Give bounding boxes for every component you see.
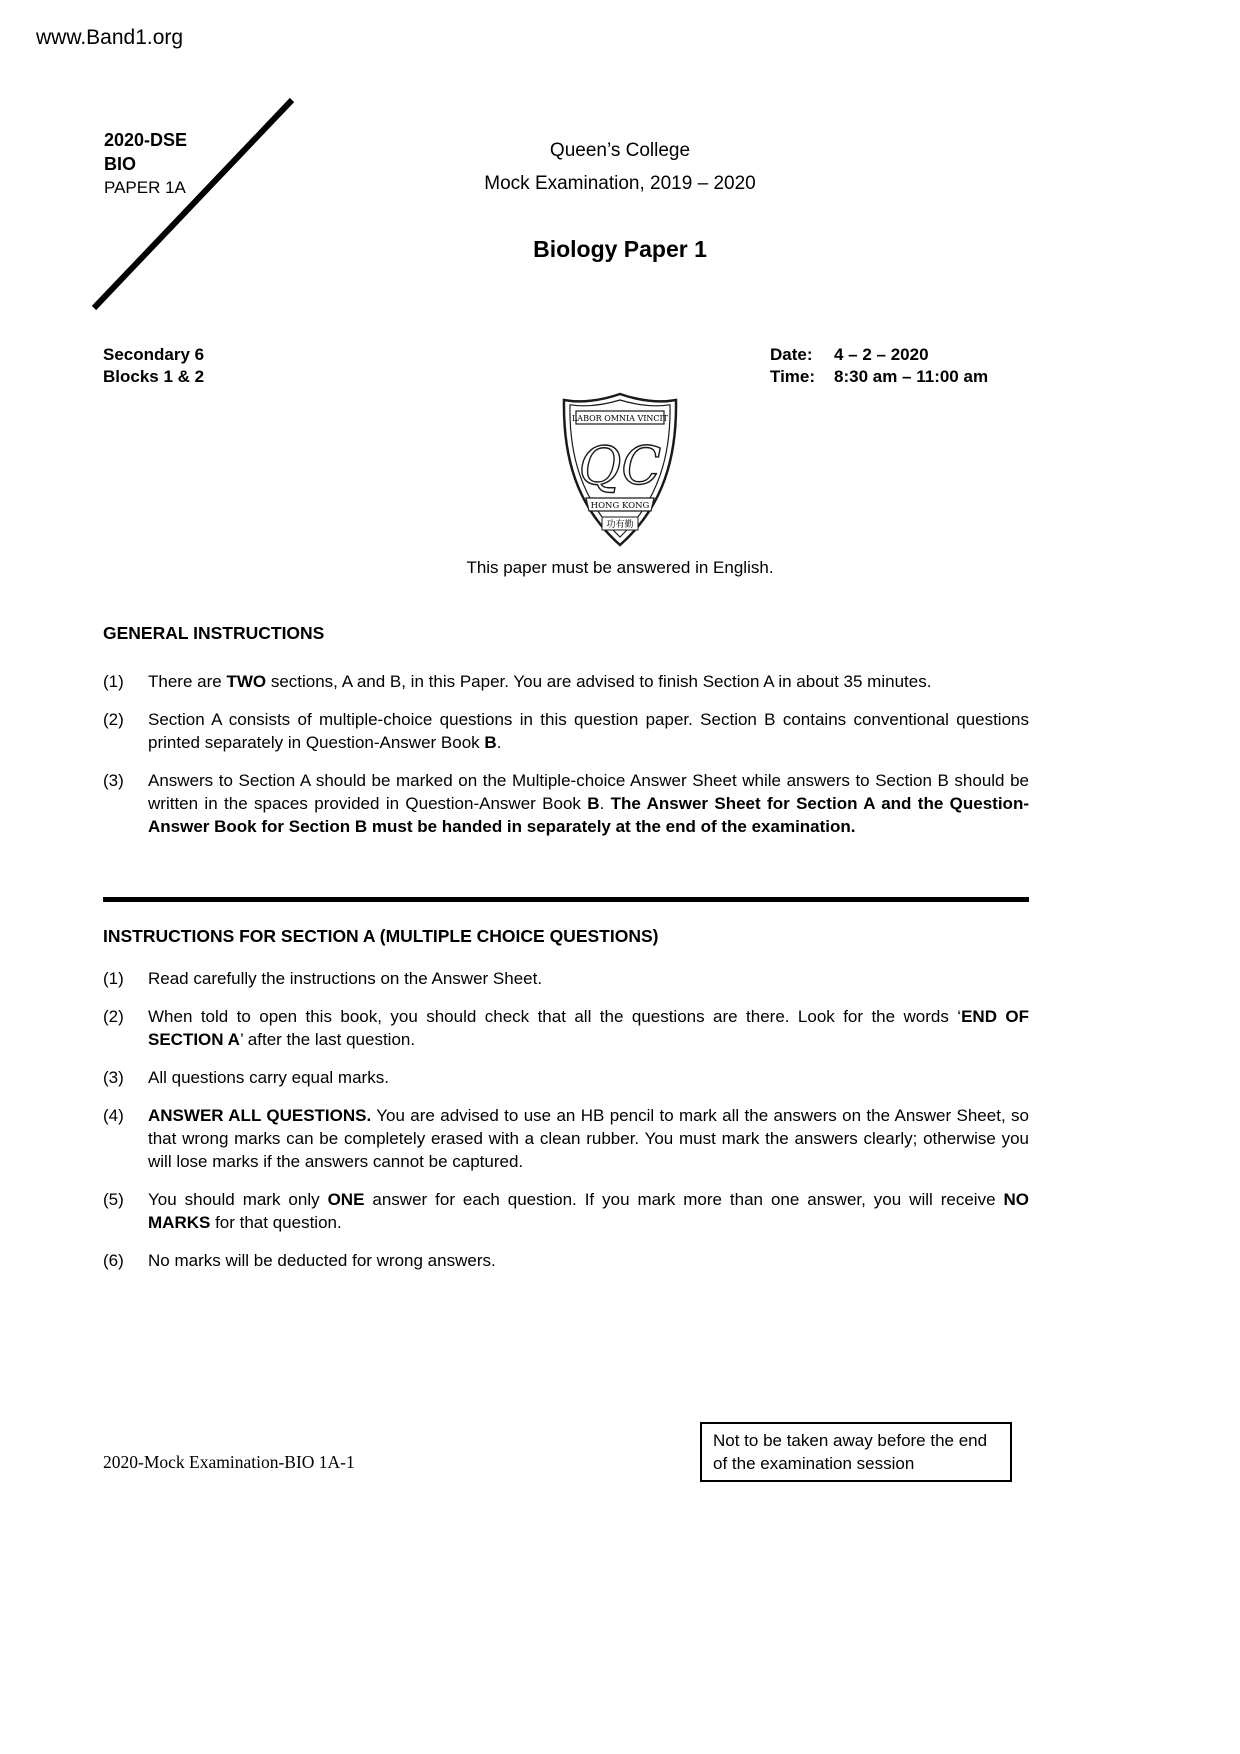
item-number: (1) — [103, 969, 124, 988]
item-number: (4) — [103, 1106, 124, 1125]
item-text: No marks will be deducted for wrong answers. — [148, 1251, 496, 1270]
site-watermark: www.Band1.org — [36, 26, 184, 49]
item-text: You should mark only ONE answer for each question. If you mark more than one answer, you will receive NO MARKS for that question. — [148, 1190, 1029, 1232]
retention-notice-box: Not to be taken away before the end of the examination session — [700, 1422, 1012, 1482]
instruction-item — [103, 967, 1029, 990]
instruction-item — [103, 1104, 1029, 1173]
item-text: ANSWER ALL QUESTIONS. You are advised to use an HB pencil to mark all the answers on the Answer Sheet, so that wrong marks can be completely erased with a clean rubber. You must mark the answers clearly; otherwise you will lose marks if the answers cannot be captured. — [148, 1106, 1029, 1171]
general-instructions-section — [103, 623, 1029, 853]
crest-monogram: QC — [578, 437, 662, 497]
language-note: This paper must be answered in English. — [466, 558, 774, 577]
item-text: All questions carry equal marks. — [148, 1068, 389, 1087]
paper-title: Biology Paper 1 — [533, 236, 707, 262]
time-value: 8:30 am – 11:00 am — [834, 367, 989, 386]
instruction-item — [103, 769, 1029, 838]
section-a-instructions-section — [103, 926, 1029, 1287]
date-row — [770, 344, 988, 366]
school-crest-icon — [550, 390, 690, 550]
footer-document-code: 2020-Mock Examination-BIO 1A-1 — [103, 1452, 355, 1472]
item-text: Read carefully the instructions on the Answer Sheet. — [148, 969, 543, 988]
item-number: (6) — [103, 1251, 124, 1270]
section-divider-rule — [103, 897, 1029, 902]
crest-motto: LABOR OMNIA VINCIT — [571, 414, 669, 423]
item-number: (1) — [103, 672, 124, 691]
section-a-instructions-title: INSTRUCTIONS FOR SECTION A (MULTIPLE CHOICE QUESTIONS) — [103, 926, 659, 946]
instruction-item — [103, 670, 1029, 693]
instruction-item — [103, 1188, 1029, 1234]
diagonal-strike-line — [86, 94, 300, 314]
item-number: (3) — [103, 771, 124, 790]
item-text: Answers to Section A should be marked on the Multiple-choice Answer Sheet while answers to Section B should be written in the spaces provided in Question-Answer Book B. The Answer Sheet for Section A and the Question-Answer Book for Section B must be handed in separately at the end of the examination. — [148, 771, 1029, 836]
instruction-item — [103, 1066, 1029, 1089]
time-row — [770, 366, 988, 388]
date-value: 4 – 2 – 2020 — [834, 345, 929, 364]
time-label: Time: — [770, 367, 816, 386]
class-info — [103, 344, 204, 388]
class-line-1: Secondary 6 — [103, 345, 205, 364]
exam-session: Mock Examination, 2019 – 2020 — [484, 173, 756, 194]
item-text: There are TWO sections, A and B, in this Paper. You are advised to finish Section A in about 35 minutes. — [148, 672, 932, 691]
date-label: Date: — [770, 345, 813, 364]
item-text: When told to open this book, you should check that all the questions are there. Look for the words ‘END OF SECTION A’ after the last question. — [148, 1007, 1030, 1049]
item-number: (2) — [103, 710, 124, 729]
item-text: Section A consists of multiple-choice questions in this question paper. Section B contains conventional questions printed separately in Question-Answer Book B. — [148, 710, 1029, 752]
class-line-2: Blocks 1 & 2 — [103, 367, 205, 386]
exam-code-paper: PAPER 1A — [104, 178, 186, 197]
item-number: (5) — [103, 1190, 124, 1209]
school-name: Queen’s College — [549, 140, 691, 161]
crest-chinese-motto: 功有勤 — [606, 520, 634, 530]
item-number: (3) — [103, 1068, 124, 1087]
exam-code-year: 2020-DSE — [104, 130, 188, 150]
general-instructions-title: GENERAL INSTRUCTIONS — [103, 623, 325, 643]
exam-code-subject: BIO — [104, 154, 137, 174]
instruction-item — [103, 1249, 1029, 1272]
instruction-item — [103, 708, 1029, 754]
item-number: (2) — [103, 1007, 124, 1026]
instruction-item — [103, 1005, 1029, 1051]
datetime-info — [770, 344, 988, 388]
crest-place: HONG KONG — [590, 501, 650, 511]
